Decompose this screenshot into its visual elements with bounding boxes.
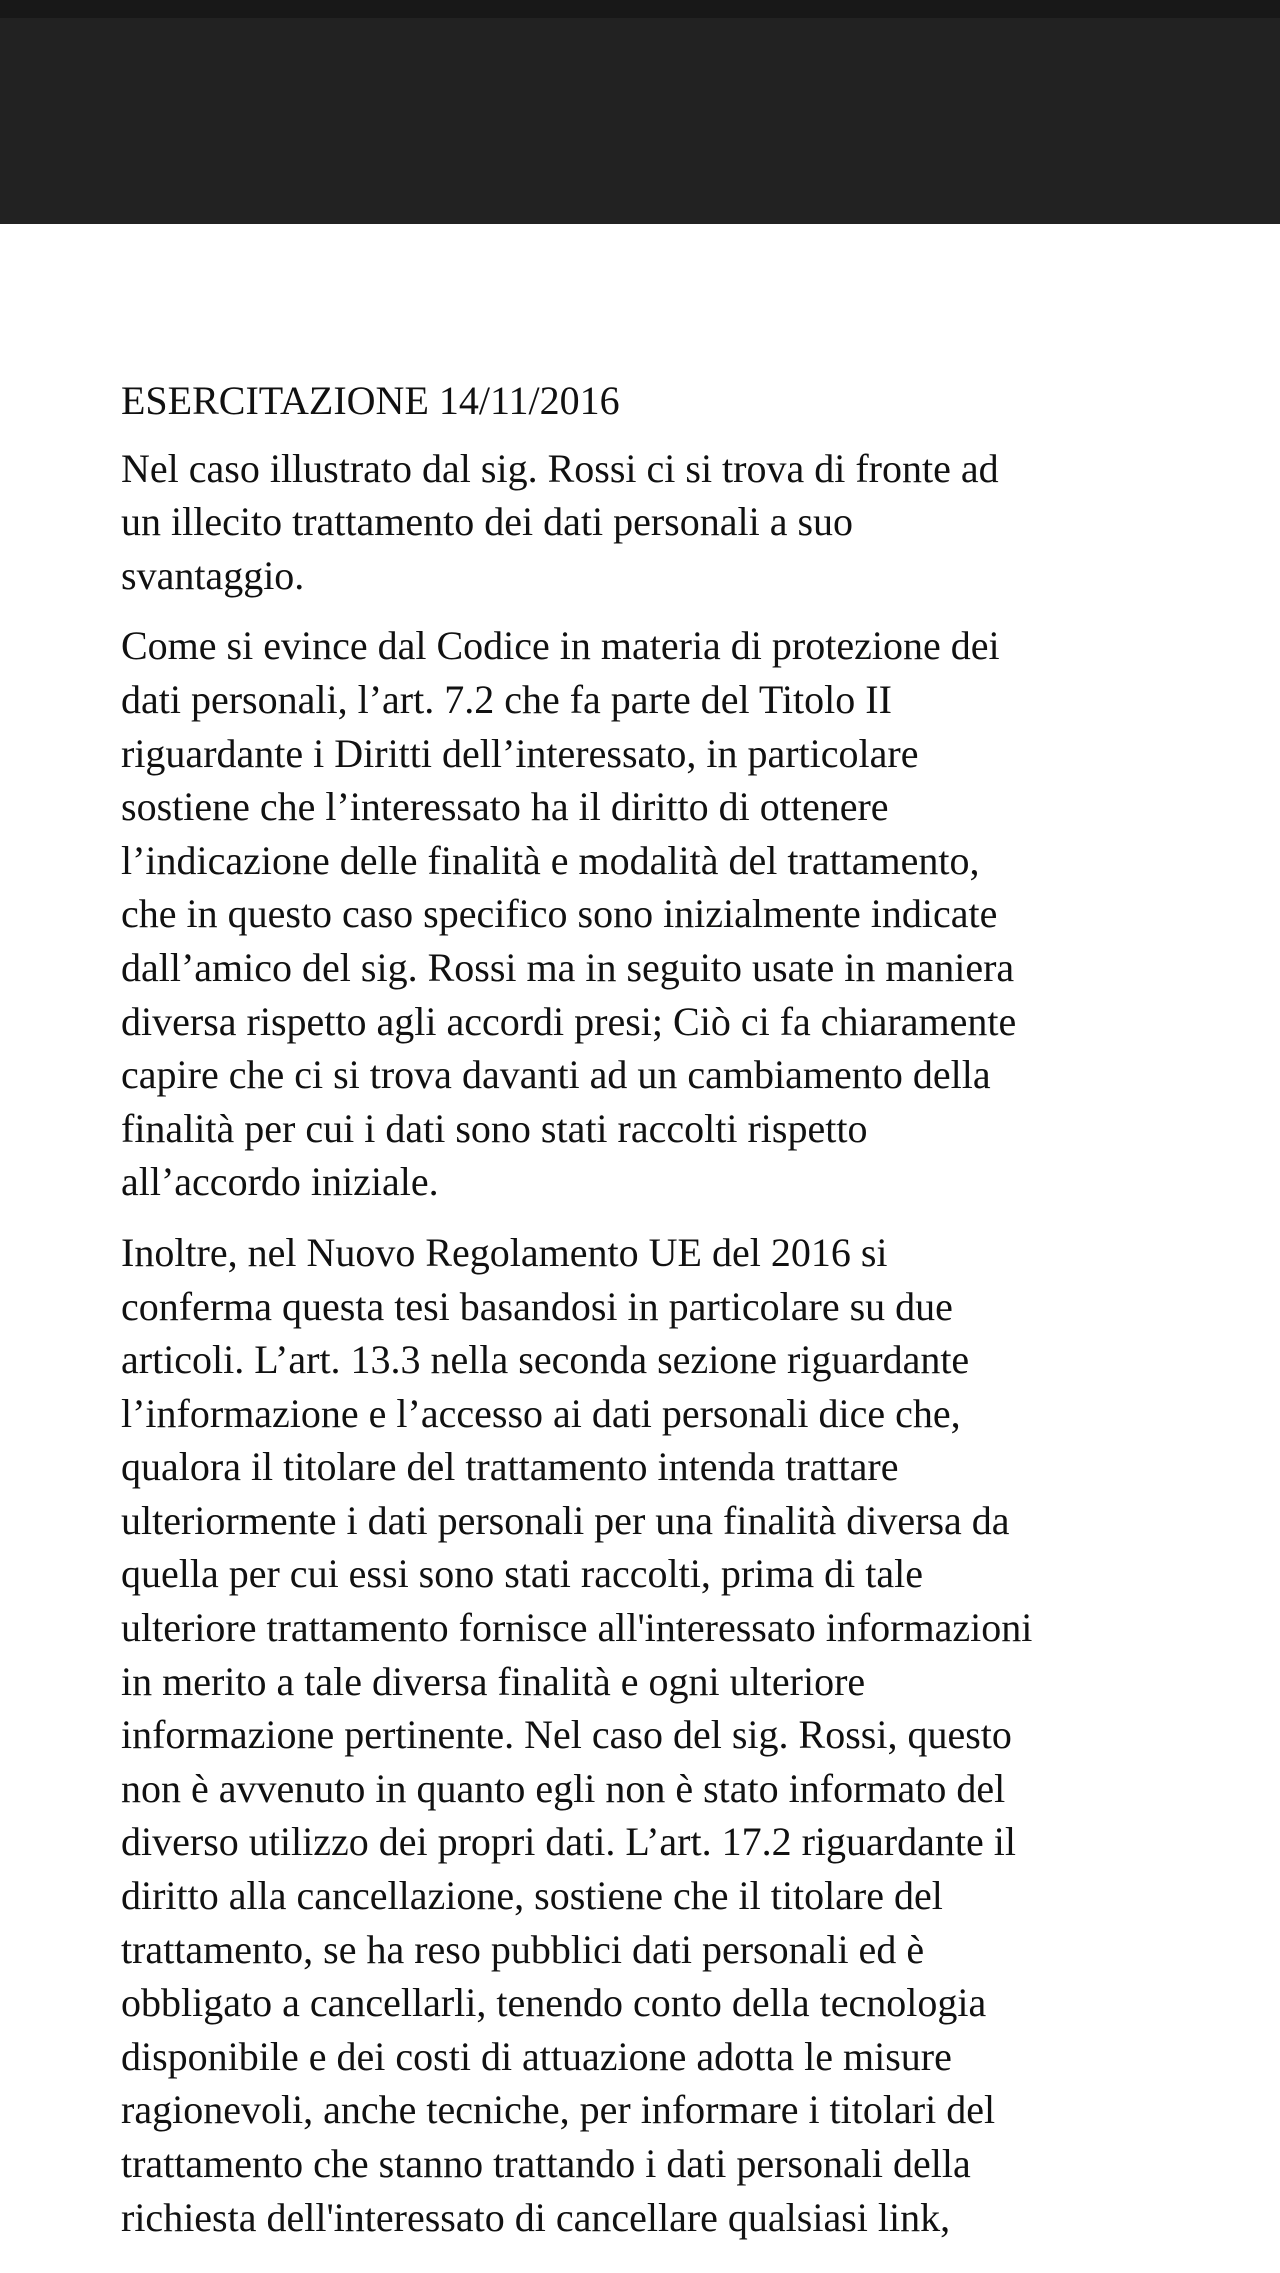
text-line: trattamento che stanno trattando i dati personali della xyxy=(121,2141,971,2186)
text-line: qualora il titolare del trattamento intenda trattare xyxy=(121,1444,899,1490)
text-line: riguardante i Diritti dell’interessato, in particolare xyxy=(121,730,919,776)
paragraph-2 xyxy=(121,619,1161,1209)
text-line: quella per cui essi sono stati raccolti, prima di tale xyxy=(121,1551,923,1597)
top-dark-bar xyxy=(0,0,1280,224)
text-line: non è avvenuto in quanto egli non è stato informato del xyxy=(121,1765,1006,1811)
document-body xyxy=(121,374,1161,2261)
text-line: conferma questa tesi basandosi in particolare su due xyxy=(121,1283,953,1329)
paragraph-3 xyxy=(121,1226,1161,2244)
text-line: che in questo caso specifico sono inizialmente indicate xyxy=(121,891,998,937)
text-line: all’accordo iniziale. xyxy=(121,1159,439,1205)
document-title: ESERCITAZIONE 14/11/2016 xyxy=(121,378,620,423)
status-bar-strip xyxy=(0,0,1280,18)
text-line: ulteriormente i dati personali per una finalità diversa da xyxy=(121,1497,1010,1543)
text-line: richiesta dell'interessato di cancellare qualsiasi link, xyxy=(121,2194,951,2240)
text-line: un illecito trattamento dei dati personali a suo xyxy=(121,499,854,545)
text-line: l’indicazione delle finalità e modalità del trattamento, xyxy=(121,837,980,883)
text-line: l’informazione e l’accesso ai dati personali dice che, xyxy=(121,1390,961,1436)
text-line: capire che ci si trova davanti ad un cambiamento della xyxy=(121,1052,991,1098)
text-line: sostiene che l’interessato ha il diritto di ottenere xyxy=(121,784,889,830)
document-page[interactable] xyxy=(0,224,1280,2273)
text-line: dati personali, l’art. 7.2 che fa parte del Titolo II xyxy=(121,676,892,722)
text-line: ulteriore trattamento fornisce all'interessato informazioni xyxy=(121,1605,1033,1651)
text-line: diritto alla cancellazione, sostiene che il titolare del xyxy=(121,1873,943,1919)
text-line: obbligato a cancellarli, tenendo conto della tecnologia xyxy=(121,1980,987,2026)
text-line: articoli. L’art. 13.3 nella seconda sezione riguardante xyxy=(121,1337,970,1383)
text-line: disponibile e dei costi di attuazione adotta le misure xyxy=(121,2033,952,2079)
text-line: finalità per cui i dati sono stati raccolti rispetto xyxy=(121,1105,868,1151)
text-line: informazione pertinente. Nel caso del sig. Rossi, questo xyxy=(121,1712,1012,1758)
text-line: dall’amico del sig. Rossi ma in seguito usate in maniera xyxy=(121,944,1015,990)
text-line: trattamento, se ha reso pubblici dati personali ed è xyxy=(121,1926,925,1972)
text-line: ragionevoli, anche tecniche, per informare i titolari del xyxy=(121,2087,996,2133)
text-line: diversa rispetto agli accordi presi; Ciò ci fa chiaramente xyxy=(121,998,1017,1044)
text-line: Inoltre, nel Nuovo Regolamento UE del 2016 si xyxy=(121,1229,888,1275)
text-line: diverso utilizzo dei propri dati. L’art. 17.2 riguardante il xyxy=(121,1819,1016,1865)
text-line: Nel caso illustrato dal sig. Rossi ci si trova di fronte ad xyxy=(121,445,999,491)
text-line: svantaggio. xyxy=(121,552,305,598)
text-line: Come si evince dal Codice in materia di protezione dei xyxy=(121,623,1000,669)
text-line: in merito a tale diversa finalità e ogni ulteriore xyxy=(121,1658,866,1704)
paragraph-1 xyxy=(121,442,1161,603)
